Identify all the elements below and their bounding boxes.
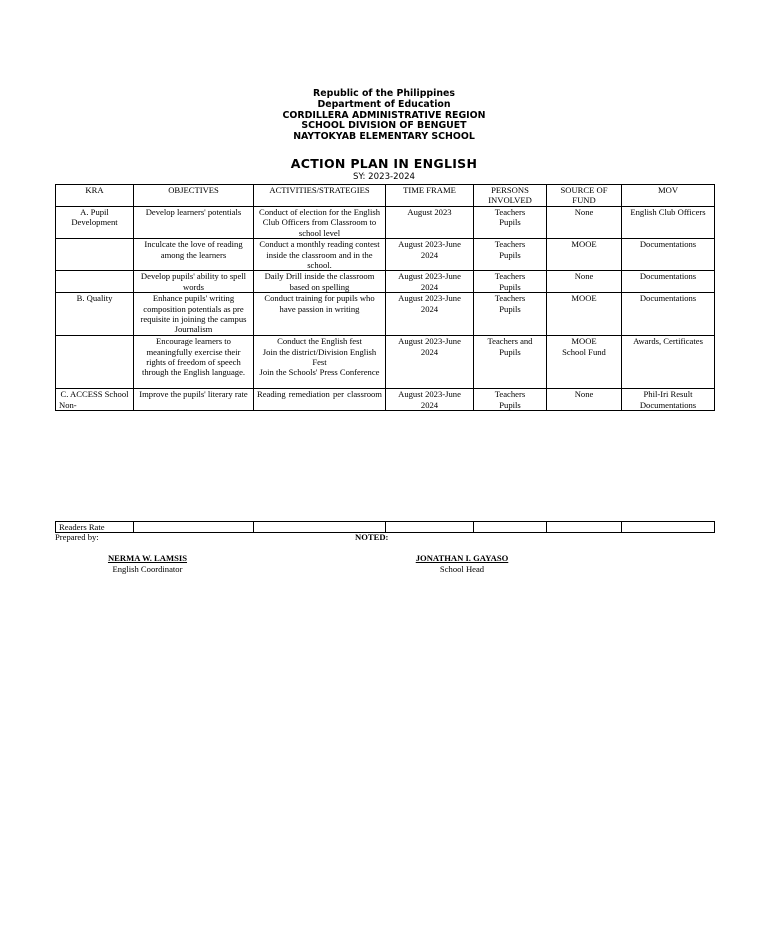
cell-mov: Documentations <box>622 271 715 293</box>
header-line-republic: Republic of the Philippines <box>313 88 455 99</box>
cell-objectives: Inculcate the love of reading among the learners <box>134 239 254 271</box>
cell-activities: Conduct training for pupils who have passion in writing <box>254 293 386 336</box>
signatory-coordinator <box>90 553 205 574</box>
cell-time-frame: August 2023-June 2024 <box>386 336 474 389</box>
table-row <box>56 239 715 271</box>
cell-kra: A. Pupil Development <box>56 207 134 239</box>
signatory-school-head <box>402 553 522 574</box>
action-plan-table <box>55 184 715 411</box>
cell-mov: Documentations <box>622 239 715 271</box>
cell-time-frame: August 2023-June 2024 <box>386 389 474 411</box>
cell-kra <box>56 239 134 271</box>
cell-fund: MOOE <box>547 293 622 336</box>
cell-mov: Documentations <box>622 293 715 336</box>
cell-activities: Conduct a monthly reading contest inside the classroom and in the school. <box>254 239 386 271</box>
header-line-division: SCHOOL DIVISION OF BENGUET <box>301 120 467 132</box>
cell-time-frame: August 2023-June 2024 <box>386 271 474 293</box>
table-row <box>56 522 715 533</box>
cell-persons: Teachers Pupils <box>474 207 547 239</box>
cell-kra <box>56 336 134 389</box>
cell-objectives: Enhance pupils' writing composition potentials as pre requisite in joining the campus Journalism <box>134 293 254 336</box>
cell-time-frame: August 2023-June 2024 <box>386 293 474 336</box>
cell-activities: Conduct of election for the English Club Officers from Classroom to school level <box>254 207 386 239</box>
cell-time-frame: August 2023 <box>386 207 474 239</box>
cell-activities: Conduct the English fest Join the district/Division English Fest Join the Schools' Press Conference <box>254 336 386 389</box>
signatory-name: JONATHAN I. GAYASO <box>415 553 509 563</box>
cell-fund: None <box>547 207 622 239</box>
empty-cell <box>134 522 254 533</box>
column-header-fund: SOURCE OF FUND <box>547 185 622 207</box>
cell-mov: English Club Officers <box>622 207 715 239</box>
readers-rate-label: Readers Rate <box>56 522 134 533</box>
cell-persons: Teachers Pupils <box>474 389 547 411</box>
cell-kra: B. Quality <box>56 293 134 336</box>
table-row <box>56 271 715 293</box>
table-row <box>56 207 715 239</box>
page-title: ACTION PLAN IN ENGLISH <box>290 156 478 171</box>
cell-mov: Phil-Iri Result Documentations <box>622 389 715 411</box>
column-header-kra: KRA <box>56 185 134 207</box>
cell-persons: Teachers Pupils <box>474 293 547 336</box>
cell-fund: None <box>547 389 622 411</box>
table-row <box>56 389 715 411</box>
cell-kra <box>56 271 134 293</box>
empty-cell <box>547 522 622 533</box>
table-header-row <box>56 185 715 207</box>
empty-cell <box>474 522 547 533</box>
cell-objectives: Develop pupils' ability to spell words <box>134 271 254 293</box>
column-header-objectives: OBJECTIVES <box>134 185 254 207</box>
cell-persons: Teachers Pupils <box>474 239 547 271</box>
table-row <box>56 336 715 389</box>
school-year: SY: 2023-2024 <box>352 172 416 182</box>
cell-mov: Awards, Certificates <box>622 336 715 389</box>
column-header-time-frame: TIME FRAME <box>386 185 474 207</box>
header-line-deped: Department of Education <box>317 98 451 110</box>
cell-fund: None <box>547 271 622 293</box>
cell-persons: Teachers and Pupils <box>474 336 547 389</box>
cell-fund: MOOE <box>547 239 622 271</box>
document-header <box>0 89 768 143</box>
cell-objectives: Improve the pupils' literary rate <box>134 389 254 411</box>
cell-time-frame: August 2023-June 2024 <box>386 239 474 271</box>
cell-activities: Reading remediation per classroom <box>254 389 386 411</box>
noted-label: NOTED: <box>355 532 389 542</box>
signatory-role: School Head <box>439 563 485 574</box>
column-header-activities: ACTIVITIES/STRATEGIES <box>254 185 386 207</box>
cell-persons: Teachers Pupils <box>474 271 547 293</box>
signatory-role: English Coordinator <box>112 563 183 574</box>
header-line-school: NAYTOKYAB ELEMENTARY SCHOOL <box>293 131 475 143</box>
column-header-persons: PERSONS INVOLVED <box>474 185 547 207</box>
table-row <box>56 293 715 336</box>
cell-objectives: Encourage learners to meaningfully exercise their rights of freedom of speech through the English language. <box>134 336 254 389</box>
empty-cell <box>254 522 386 533</box>
column-header-mov: MOV <box>622 185 715 207</box>
cell-objectives: Develop learners' potentials <box>134 207 254 239</box>
empty-cell <box>386 522 474 533</box>
signatory-name: NERMA W. LAMSIS <box>107 553 188 563</box>
empty-cell <box>622 522 715 533</box>
prepared-by-label: Prepared by: <box>55 532 99 542</box>
cell-kra: C. ACCESS School Non- <box>56 389 134 411</box>
cell-activities: Daily Drill inside the classroom based on spelling <box>254 271 386 293</box>
cell-fund: MOOE School Fund <box>547 336 622 389</box>
header-line-region: CORDILLERA ADMINISTRATIVE REGION <box>282 109 486 121</box>
